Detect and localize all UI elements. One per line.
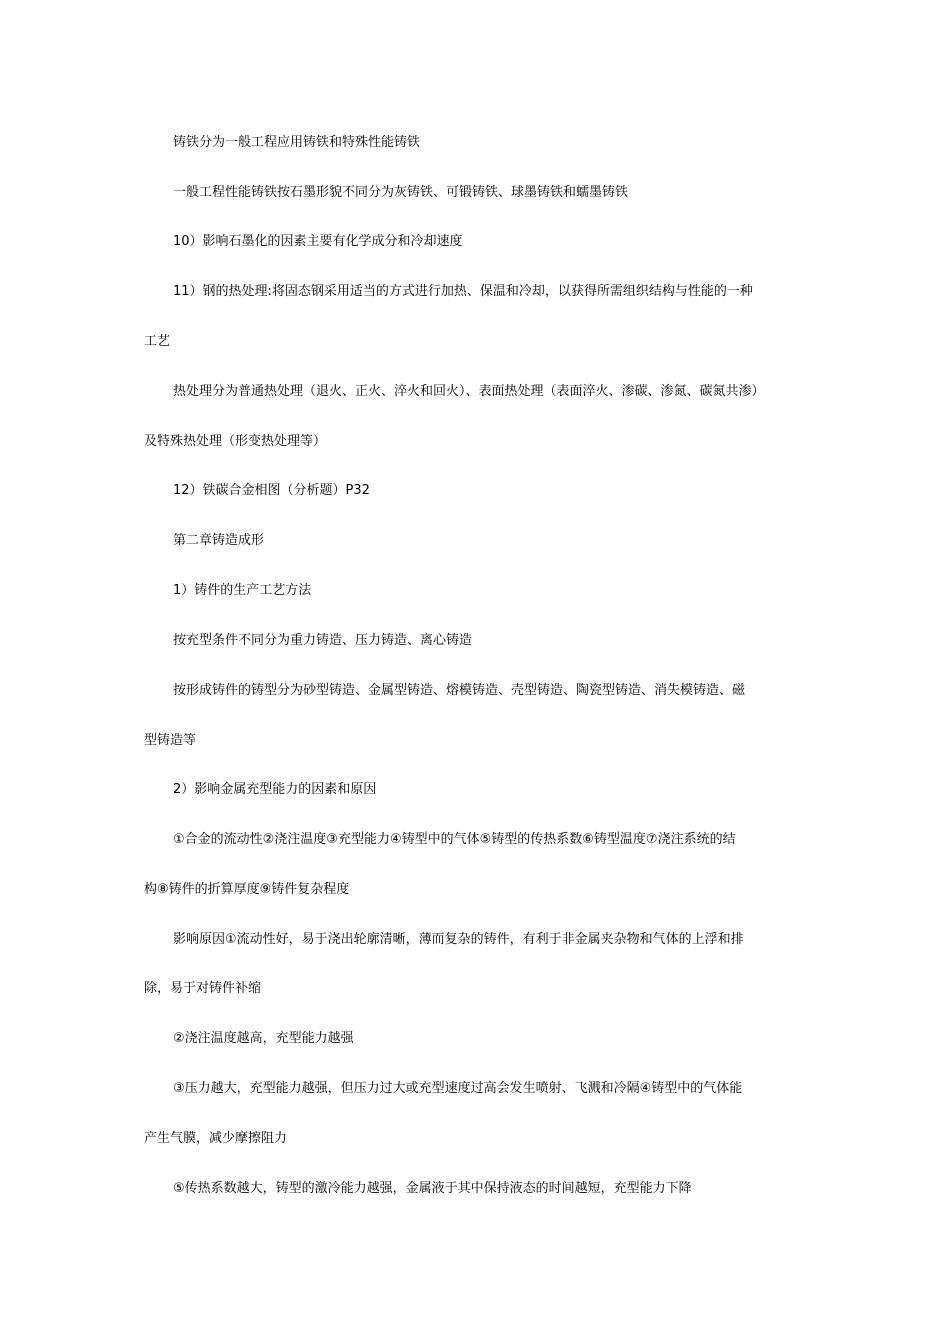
paragraph-line-continued: 除，易于对铸件补缩: [144, 981, 262, 996]
paragraph-line: 1）铸件的生产工艺方法: [173, 583, 312, 598]
paragraph-line: ⑤传热系数越大，铸型的激冷能力越强，金属液于其中保持液态的时间越短，充型能力下降: [173, 1181, 692, 1196]
paragraph-line: 10）影响石墨化的因素主要有化学成分和冷却速度: [173, 234, 463, 249]
paragraph-line: ③压力越大，充型能力越强，但压力过大或充型速度过高会发生喷射、飞溅和冷隔④铸型中的气体能: [173, 1081, 743, 1096]
paragraph-line-continued: 工艺: [144, 334, 171, 349]
paragraph-line-continued: 产生气膜，减少摩擦阻力: [144, 1131, 288, 1146]
paragraph-line: 影响原因①流动性好，易于浇出轮廓清晰，薄而复杂的铸件，有利于非金属夹杂物和气体的上浮和排: [173, 932, 744, 947]
paragraph-line: 2）影响金属充型能力的因素和原因: [173, 782, 377, 797]
paragraph-line: 按充型条件不同分为重力铸造、压力铸造、离心铸造: [173, 633, 473, 648]
paragraph-line-continued: 型铸造等: [144, 733, 197, 748]
paragraph-line: 一般工程性能铸铁按石墨形貌不同分为灰铸铁、可锻铸铁、球墨铸铁和蠕墨铸铁: [173, 185, 629, 200]
chapter-heading: 第二章铸造成形: [173, 533, 265, 548]
paragraph-line: ①合金的流动性②浇注温度③充型能力④铸型中的气体⑤铸型的传热系数⑥铸型温度⑦浇注系统的结: [173, 832, 736, 847]
paragraph-line: 铸铁分为一般工程应用铸铁和特殊性能铸铁: [173, 135, 421, 150]
paragraph-line: 12）铁碳合金相图（分析题）P32: [173, 483, 370, 498]
paragraph-line: 热处理分为普通热处理（退火、正火、淬火和回火）、表面热处理（表面淬火、渗碳、渗氮、碳氮共渗）: [173, 384, 765, 399]
paragraph-line: 11）钢的热处理:将固态钢采用适当的方式进行加热、保温和冷却，以获得所需组织结构与性能的一种: [173, 284, 753, 299]
paragraph-line-continued: 构⑧铸件的折算厚度⑨铸件复杂程度: [144, 882, 350, 897]
paragraph-line: ②浇注温度越高，充型能力越强: [173, 1031, 354, 1046]
paragraph-line-continued: 及特殊热处理（形变热处理等）: [144, 434, 327, 449]
paragraph-line: 按形成铸件的铸型分为砂型铸造、金属型铸造、熔模铸造、壳型铸造、陶瓷型铸造、消失模铸造、磁: [173, 683, 746, 698]
